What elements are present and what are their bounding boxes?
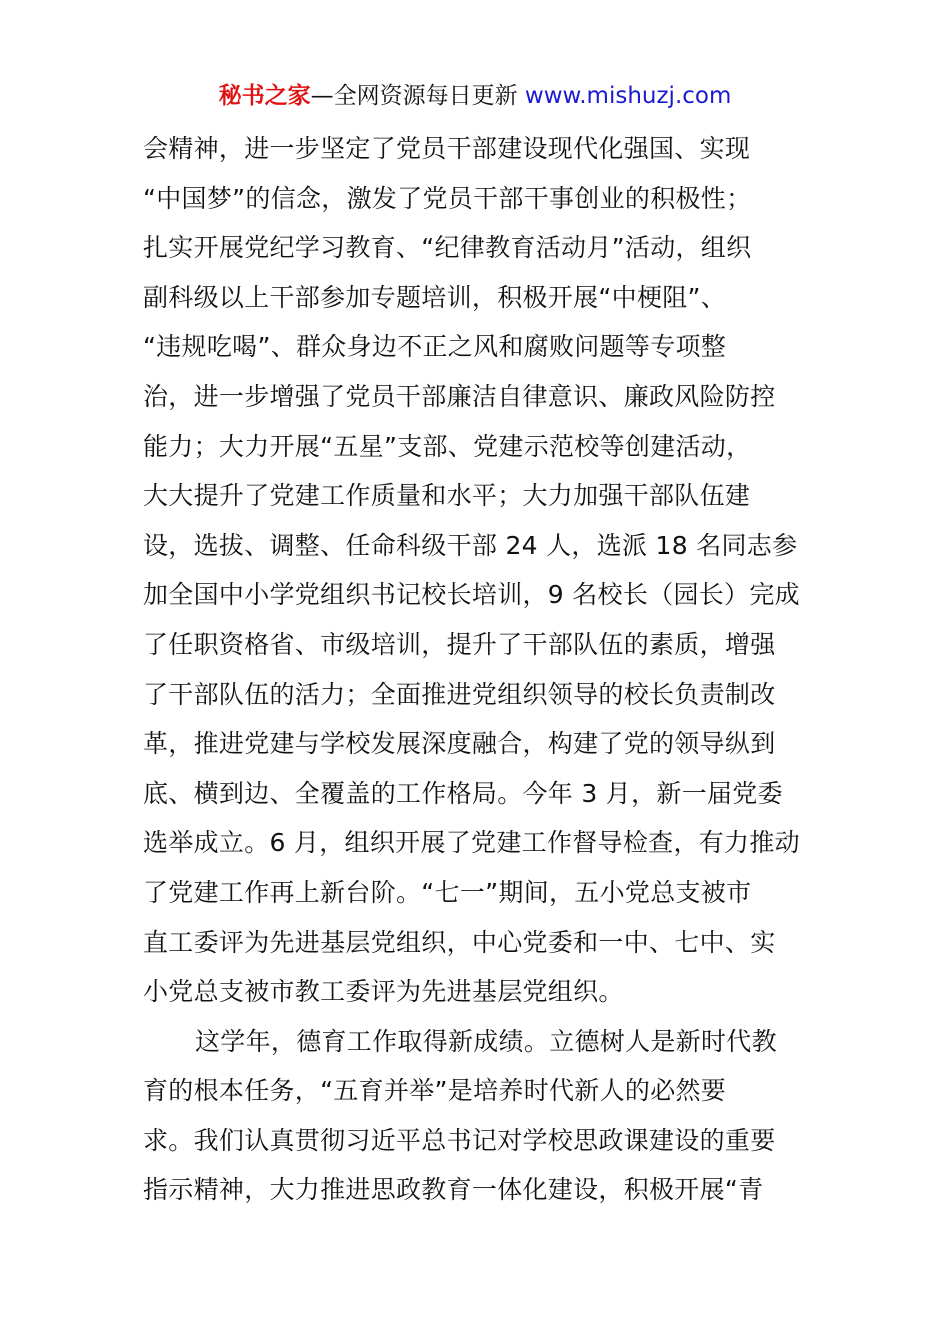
text-line: “违规吃喝”、群众身边不正之风和腐败问题等专项整 [143,332,727,362]
brand-name: 秘书之家 [218,83,311,109]
document-body [143,124,813,1215]
text-line: 大大提升了党建工作质量和水平；大力加强干部队伍建 [143,481,751,511]
text-line: 指示精神，大力推进思政教育一体化建设，积极开展“青 [143,1175,764,1205]
site-header [0,80,950,112]
text-line: 求。我们认真贯彻习近平总书记对学校思政课建设的重要 [143,1125,776,1155]
header-tagline: —全网资源每日更新 [310,83,525,109]
text-line: 了干部队伍的活力；全面推进党组织领导的校长负责制改 [143,679,776,709]
text-line: “中国梦”的信念，激发了党员干部干事创业的积极性； [143,183,752,213]
text-line: 治，进一步增强了党员干部廉洁自律意识、廉政风险防控 [143,381,776,411]
text-line: 了任职资格省、市级培训，提升了干部队伍的素质，增强 [143,629,776,659]
text-line: 直工委评为先进基层党组织，中心党委和一中、七中、实 [143,927,776,957]
text-line: 育的根本任务，“五育并举”是培养时代新人的必然要 [143,1076,727,1106]
text-line: 加全国中小学党组织书记校长培训，9 名校长（园长）完成 [143,580,800,610]
text-line: 了党建工作再上新台阶。“七一”期间，五小党总支被市 [143,877,752,907]
paragraph-start-line: 这学年，德育工作取得新成绩。立德树人是新时代教 [195,1026,777,1056]
site-url-link[interactable]: www.mishuzj.com [524,83,732,109]
text-line: 底、横到边、全覆盖的工作格局。今年 3 月，新一届党委 [143,778,783,808]
text-line: 副科级以上干部参加专题培训，积极开展“中梗阻”、 [143,282,727,312]
text-line: 选举成立。6 月，组织开展了党建工作督导检查，有力推动 [143,828,800,858]
text-line: 设，选拔、调整、任命科级干部 24 人，选派 18 名同志参 [143,530,798,560]
text-line: 会精神，进一步坚定了党员干部建设现代化强国、实现 [143,134,751,163]
text-line: 革，推进党建与学校发展深度融合，构建了党的领导纵到 [143,729,776,759]
text-line: 小党总支被市教工委评为先进基层党组织。 [143,977,624,1007]
text-line: 能力；大力开展“五星”支部、党建示范校等创建活动， [143,431,752,461]
text-line: 扎实开展党纪学习教育、“纪律教育活动月”活动，组织 [143,233,752,263]
